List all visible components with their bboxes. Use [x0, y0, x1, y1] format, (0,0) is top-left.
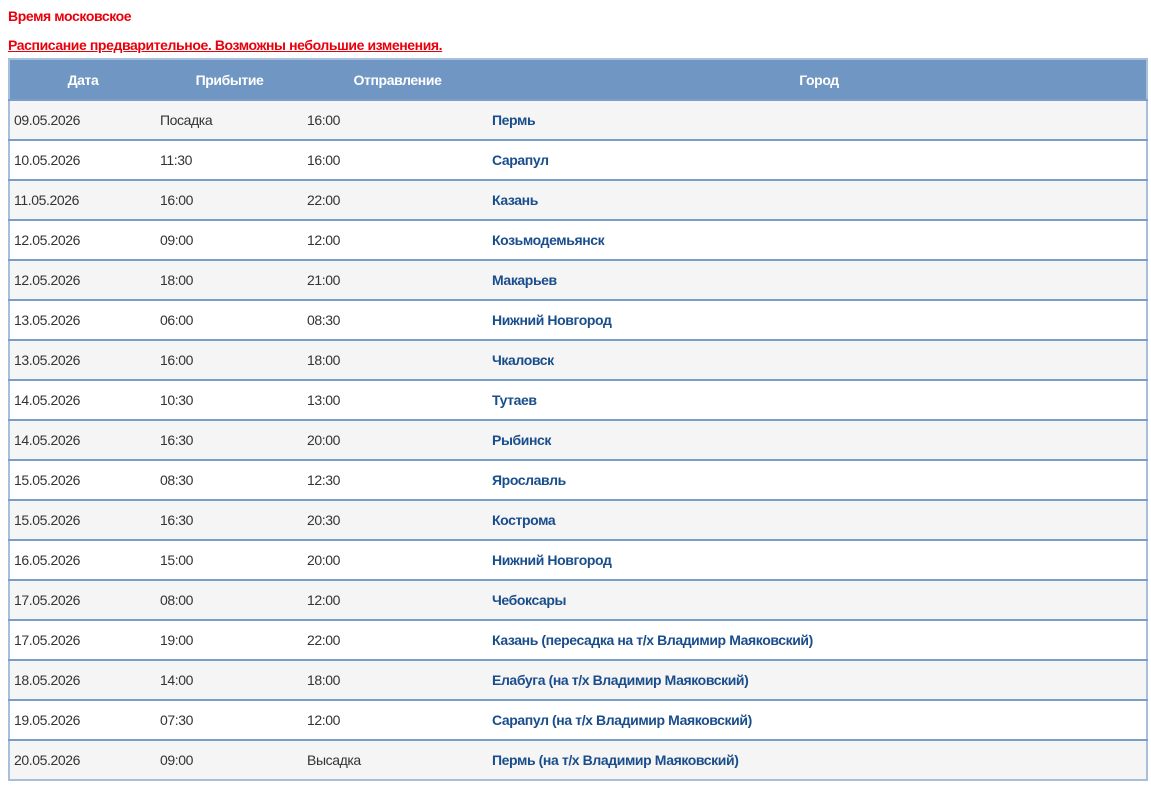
city-link[interactable]: Нижний Новгород: [492, 312, 612, 328]
cell-date: 17.05.2026: [9, 580, 156, 620]
city-link[interactable]: Сарапул: [492, 152, 549, 168]
cell-arrival: 09:00: [156, 740, 303, 780]
cell-departure: 12:00: [303, 220, 492, 260]
cell-date: 13.05.2026: [9, 300, 156, 340]
cell-arrival: 14:00: [156, 660, 303, 700]
cell-arrival: 16:30: [156, 500, 303, 540]
cell-date: 16.05.2026: [9, 540, 156, 580]
cell-city: [492, 580, 1147, 620]
cell-arrival: 09:00: [156, 220, 303, 260]
city-link[interactable]: Казань (пересадка на т/х Владимир Маяковский): [492, 632, 813, 648]
cell-departure: 16:00: [303, 100, 492, 140]
header-departure: Отправление: [303, 59, 492, 100]
table-row: [9, 620, 1147, 660]
table-header-row: [9, 59, 1147, 100]
cell-date: 09.05.2026: [9, 100, 156, 140]
cell-departure: 08:30: [303, 300, 492, 340]
city-link[interactable]: Макарьев: [492, 272, 557, 288]
cell-departure: 20:00: [303, 540, 492, 580]
cell-city: [492, 700, 1147, 740]
cell-city: [492, 260, 1147, 300]
cell-departure: 12:00: [303, 580, 492, 620]
cell-city: [492, 140, 1147, 180]
city-link[interactable]: Чкаловск: [492, 352, 554, 368]
cell-arrival: 07:30: [156, 700, 303, 740]
cell-city: [492, 620, 1147, 660]
timezone-note: Время московское: [8, 8, 132, 24]
cell-city: [492, 660, 1147, 700]
cell-departure: 20:30: [303, 500, 492, 540]
header-arrival: Прибытие: [156, 59, 303, 100]
header-city: Город: [492, 59, 1147, 100]
city-link[interactable]: Тутаев: [492, 392, 537, 408]
schedule-disclaimer: Расписание предварительное. Возможны небольшие изменения.: [8, 37, 443, 53]
city-link[interactable]: Казань: [492, 192, 538, 208]
table-row: [9, 460, 1147, 500]
cell-arrival: 16:00: [156, 340, 303, 380]
table-row: [9, 500, 1147, 540]
cell-arrival: 08:00: [156, 580, 303, 620]
cell-arrival: 06:00: [156, 300, 303, 340]
schedule-table: [8, 58, 1148, 781]
cell-departure: 18:00: [303, 340, 492, 380]
cell-arrival: 16:00: [156, 180, 303, 220]
table-row: [9, 580, 1147, 620]
cell-date: 17.05.2026: [9, 620, 156, 660]
cell-arrival: 11:30: [156, 140, 303, 180]
cell-city: [492, 180, 1147, 220]
cell-arrival: Посадка: [156, 100, 303, 140]
city-link[interactable]: Чебоксары: [492, 592, 567, 608]
cell-departure: 18:00: [303, 660, 492, 700]
city-link[interactable]: Пермь: [492, 112, 536, 128]
table-row: [9, 100, 1147, 140]
cell-date: 19.05.2026: [9, 700, 156, 740]
cell-city: [492, 220, 1147, 260]
city-link[interactable]: Сарапул (на т/х Владимир Маяковский): [492, 712, 752, 728]
cell-departure: 21:00: [303, 260, 492, 300]
cell-date: 14.05.2026: [9, 420, 156, 460]
cell-departure: Высадка: [303, 740, 492, 780]
cell-date: 11.05.2026: [9, 180, 156, 220]
cell-arrival: 08:30: [156, 460, 303, 500]
cell-arrival: 16:30: [156, 420, 303, 460]
cell-departure: 20:00: [303, 420, 492, 460]
city-link[interactable]: Ярославль: [492, 472, 566, 488]
cell-date: 20.05.2026: [9, 740, 156, 780]
cell-date: 15.05.2026: [9, 460, 156, 500]
table-row: [9, 340, 1147, 380]
table-row: [9, 220, 1147, 260]
cell-departure: 22:00: [303, 180, 492, 220]
cell-departure: 12:30: [303, 460, 492, 500]
cell-city: [492, 340, 1147, 380]
city-link[interactable]: Кострома: [492, 512, 556, 528]
cell-date: 14.05.2026: [9, 380, 156, 420]
city-link[interactable]: Козьмодемьянск: [492, 232, 605, 248]
header-date: Дата: [9, 59, 156, 100]
city-link[interactable]: Рыбинск: [492, 432, 551, 448]
schedule-body: [9, 100, 1147, 780]
cell-city: [492, 460, 1147, 500]
cell-date: 12.05.2026: [9, 260, 156, 300]
cell-city: [492, 380, 1147, 420]
cell-arrival: 19:00: [156, 620, 303, 660]
cell-date: 10.05.2026: [9, 140, 156, 180]
table-row: [9, 180, 1147, 220]
cell-date: 15.05.2026: [9, 500, 156, 540]
city-link[interactable]: Елабуга (на т/х Владимир Маяковский): [492, 672, 749, 688]
cell-date: 13.05.2026: [9, 340, 156, 380]
city-link[interactable]: Пермь (на т/х Владимир Маяковский): [492, 752, 739, 768]
cell-date: 18.05.2026: [9, 660, 156, 700]
table-row: [9, 660, 1147, 700]
cell-departure: 16:00: [303, 140, 492, 180]
cell-city: [492, 500, 1147, 540]
cell-city: [492, 300, 1147, 340]
table-row: [9, 140, 1147, 180]
table-row: [9, 380, 1147, 420]
cell-city: [492, 740, 1147, 780]
table-row: [9, 740, 1147, 780]
city-link[interactable]: Нижний Новгород: [492, 552, 612, 568]
table-row: [9, 260, 1147, 300]
cell-departure: 22:00: [303, 620, 492, 660]
cell-arrival: 15:00: [156, 540, 303, 580]
cell-departure: 13:00: [303, 380, 492, 420]
cell-departure: 12:00: [303, 700, 492, 740]
table-row: [9, 420, 1147, 460]
cell-arrival: 18:00: [156, 260, 303, 300]
cell-date: 12.05.2026: [9, 220, 156, 260]
cell-arrival: 10:30: [156, 380, 303, 420]
table-row: [9, 540, 1147, 580]
cell-city: [492, 420, 1147, 460]
table-row: [9, 700, 1147, 740]
table-row: [9, 300, 1147, 340]
cell-city: [492, 100, 1147, 140]
cell-city: [492, 540, 1147, 580]
